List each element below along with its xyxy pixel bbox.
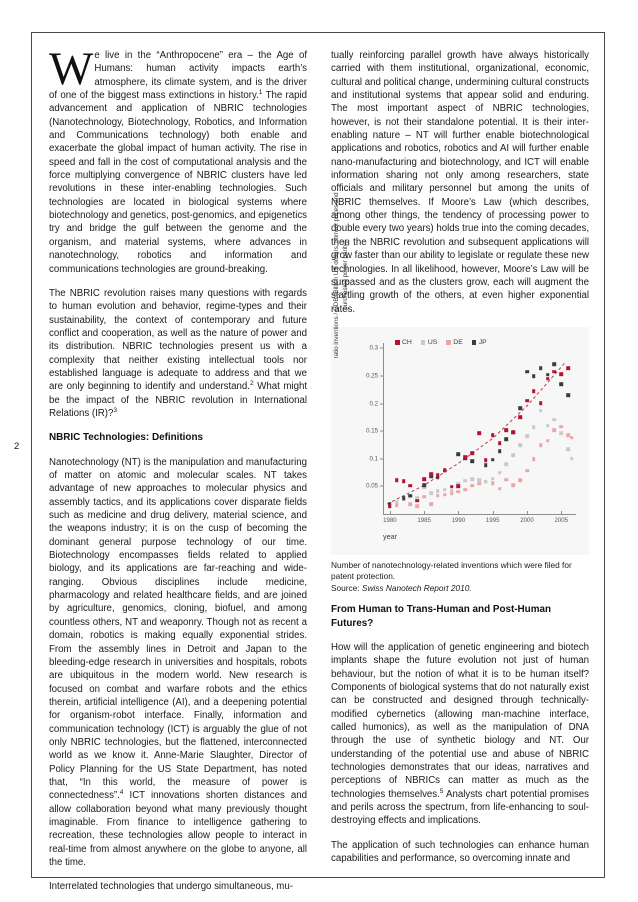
chart-data-point — [525, 370, 529, 374]
figure-source-title: Swiss Nanotech Report 2010. — [361, 582, 472, 593]
chart-data-point — [463, 479, 467, 483]
chart-data-point — [553, 418, 557, 422]
chart-data-point — [518, 406, 522, 410]
chart-data-point — [436, 489, 440, 493]
chart-data-point — [532, 457, 536, 461]
paragraph-definitions — [49, 456, 307, 870]
chart-data-point — [402, 497, 406, 501]
chart-x-tick-label: 2005 — [554, 516, 569, 524]
chart-data-point — [559, 425, 563, 429]
chart-data-point — [395, 500, 399, 504]
chart-x-tick-label: 1980 — [383, 516, 397, 524]
paragraph-nbric-questions-a: The NBRIC revolution raises many questions with regards to human evolution and behavior, regime-types and their sustainability, the context of contemporary and future conflict and cooperation, as well as the nature of power and its distribution. NBRIC technologies present us with a complexity that neither existing intellectual tools nor established language is adequate to address and that we are only beginning to identify and understand. — [49, 287, 307, 393]
chart-data-point — [443, 493, 447, 497]
chart-x-tick-mark — [527, 511, 528, 514]
paragraph-intro-tail: The rapid advancement and application of NBRIC technologies (Nanotechnology, Biotechnology, Robotics, and Information and Communications technology) both enable and exacerbate the global impact of human activity. The rise in speed and fall in the cost of computational analysis and the force multiplying convergence of NBRIC clusters have led revolutions in these inter-enabling technologies. Such technologies are located in biological systems where biotechnology and genetics, post-genomics, and epigenetics try and bridge the gulf between the genome and the organism, and material systems, where advances in nanotechnology, robotics and information and communications technologies are ground-breaking. — [49, 90, 307, 275]
chart-data-point — [525, 399, 529, 403]
chart-data-point — [553, 363, 557, 367]
chart-plot-area — [383, 343, 575, 514]
chart-data-point — [436, 473, 440, 477]
paragraph-transhuman-b: Analysts chart potential promises and perils across the spectrum, from life-enhancing to soul-destroying effects and implications. — [331, 788, 589, 827]
chart-data-point — [498, 449, 502, 453]
chart-data-point — [457, 490, 461, 494]
chart-data-point — [470, 484, 474, 488]
chart-data-point — [443, 488, 447, 492]
chart-data-point — [505, 478, 509, 482]
chart-x-tick-label: 1990 — [451, 516, 466, 524]
chart-data-point — [539, 443, 543, 447]
chart-data-point — [436, 494, 440, 498]
chart-data-point — [491, 433, 495, 437]
chart-data-point — [518, 478, 522, 482]
chart-data-point — [409, 494, 413, 498]
chart-data-point — [415, 504, 419, 508]
footnote-ref-4[interactable]: 4 — [119, 789, 124, 797]
chart-x-tick-mark — [390, 511, 391, 514]
chart-data-point — [491, 481, 495, 485]
chart-data-point — [477, 432, 481, 436]
paragraph-parallel-growth: tually reinforcing parallel growth have always historically carried with them institutional, organizational, economic, cultural and political change, undermining cultural constructs and institutional systems that appear solid and enduring. The most important aspect of NBRIC technologies, however, is not their standalone potential. It is their inter-enabling nature – NT will further enable biotechnological applications and robotics, robotics and AI will further enable nano-manufacturing and biotechnology, and ICT will enable information sharing not only among researchers, state officials and military personnel but among the units of NBRIC themselves. If Moore’s Law (which describes, among other things, the tendency of processing power to double every two years) holds true into the coming decades, then the NBRIC revolution and subsequent applications will grow faster than our ability to legislate or regulate these new technologies. In all likelihood, however, Moore’s Law will be surpassed and as the clusters grow, each will augment the startling growth of the others, at even higher exponential rates. — [331, 50, 589, 315]
chart-data-point — [409, 484, 413, 488]
chart-y-tick-label: 0.2 — [369, 400, 378, 408]
footnote-ref-5[interactable]: 5 — [439, 787, 444, 795]
chart-data-point — [553, 370, 557, 374]
chart-data-point — [484, 459, 488, 463]
footnote-ref-1[interactable]: 1 — [258, 88, 263, 96]
chart-data-point — [505, 428, 509, 432]
chart-data-point — [477, 478, 481, 482]
chart-y-tick-label: 0.3 — [369, 344, 378, 352]
chart-x-tick-label: 1995 — [485, 516, 500, 524]
chart-y-axis-label: ratio inventions / GDB (Billion US dollars, current prices and purchasing power parity) — [333, 192, 349, 359]
chart-data-point — [570, 457, 574, 461]
right-column — [331, 49, 589, 865]
chart-data-point — [429, 472, 433, 476]
footnote-ref-3[interactable]: 3 — [113, 406, 117, 414]
chart-data-point — [518, 444, 522, 448]
chart-data-point — [505, 438, 509, 442]
chart-data-point — [566, 448, 570, 452]
chart-data-point — [546, 439, 550, 443]
paragraph-intro — [49, 43, 307, 276]
chart-data-point — [498, 471, 502, 475]
chart-legend-label: CH — [402, 338, 412, 346]
chart-data-point — [532, 374, 536, 378]
chart-data-point — [525, 469, 529, 473]
chart-data-point — [532, 425, 536, 429]
chart-data-point — [539, 401, 543, 405]
chart-data-point — [546, 377, 550, 381]
chart-data-point — [484, 464, 488, 468]
chart-x-tick-label: 2000 — [520, 516, 534, 524]
chart-data-point — [498, 441, 502, 445]
paragraph-nbric-questions — [49, 287, 307, 420]
chart-data-point — [559, 382, 563, 386]
chart-y-tick-label: 0.05 — [366, 482, 378, 490]
chart-data-point — [491, 477, 495, 481]
figure-caption — [331, 560, 589, 594]
chart-data-point — [395, 478, 399, 482]
paragraph-intro-text: e live in the “Anthropocene” era – the Age of Humans: human activity impacts earth’s atmosphere, its climate system, and is the driver of one of the biggest mass extinctions in history. — [49, 50, 307, 102]
section-heading-futures: From Human to Trans-Human and Post-Human Futures? — [331, 604, 552, 629]
chart-data-point — [457, 453, 461, 457]
chart-data-point — [402, 480, 406, 484]
chart-data-point — [470, 459, 474, 463]
paragraph-interrelated: Interrelated technologies that undergo simultaneous, mu- — [49, 881, 293, 893]
chart-data-point — [525, 434, 529, 438]
chart-data-point — [559, 373, 563, 377]
chart-data-point — [470, 477, 474, 481]
chart-data-point — [532, 390, 536, 394]
paragraph-enhancement: The application of such technologies can enhance human capabilities and performance, so overcoming innate and — [331, 839, 589, 865]
chart-y-tick-label: 0.25 — [366, 372, 378, 380]
chart-x-tick-mark — [424, 511, 425, 514]
chart-legend-label: DE — [453, 338, 463, 346]
chart-legend-label: JP — [478, 338, 487, 346]
two-column-layout — [32, 33, 606, 893]
chart-y-tick-label: 0.15 — [366, 427, 378, 435]
chart-data-point — [553, 428, 557, 432]
chart-data-point — [470, 451, 474, 455]
chart-data-point — [511, 483, 515, 487]
chart-y-tick-label: 0.1 — [369, 455, 378, 463]
chart-data-point — [429, 492, 433, 496]
chart-trendline — [383, 343, 575, 514]
chart-data-point — [395, 503, 399, 507]
document-page — [31, 32, 605, 893]
chart-data-point — [463, 455, 467, 459]
chart-x-tick-mark — [561, 511, 562, 514]
chart-data-point — [484, 480, 488, 484]
figure-nanotech-patents — [331, 192, 589, 594]
chart-data-point — [415, 499, 419, 503]
left-column — [49, 43, 307, 894]
chart-data-point — [429, 502, 433, 506]
footnote-ref-2[interactable]: 2 — [249, 380, 254, 388]
figure-source-prefix: Source: — [331, 582, 362, 593]
paragraph-definitions-a: Nanotechnology (NT) is the manipulation and manufacturing of matter on atomic and molecular scales. NT takes advantage of new approaches to molecular physics and assembly tactics, and its applications cover disparate fields such as medicine and drug delivery, material science, and the weapons industry; it is on the cusp of becoming the dominant general purpose technology of our time. Biotechnology encompasses fields related to applied biology, and its applications are far-reaching and wide-ranging. Obvious disciplines include medicine, pharmacology and related healthcare fields, and are joined by agriculture, genomics, cloning, biofuel, and among countless others, NT and weaponry. Though not as recent a domain, robotics is making equally exponential strides. From the assembly lines in Detroit and Japan to the bleeding-edge research in universities and hospitals, robots are ubiquitous in the modern world. New research is focused on combat and warfare robots and the ethics therein, artificial intelligence (AI), and a deepening potential for organism-robot interface. Finally, information and communication technology (ICT) is arguably the glue of not only NBRIC technologies, but the flattened, interconnected world as we know it. Anne-Marie Slaughter, Director of Policy Planning for the US State Department, has noted that, “In this world, the measure of power is connectedness”. — [49, 456, 307, 802]
chart-x-tick-label: 1985 — [417, 516, 431, 524]
chart-data-point — [450, 485, 454, 489]
paragraph-transhuman — [331, 641, 589, 828]
chart-x-axis-line — [383, 514, 576, 515]
chart-data-point — [463, 488, 467, 492]
chart-data-point — [539, 409, 543, 413]
chart-data-point — [422, 483, 426, 487]
paragraph-nbric-questions-b: What might be the impact of the NBRIC revolution in International Relations (IR)? — [49, 381, 307, 419]
page-number: 2 — [14, 441, 20, 452]
chart-data-point — [491, 458, 495, 462]
paragraph-definitions-b: ICT innovations shorten distances and allow collaboration beyond what many previously thought imaginable. From finance to intelligence gathering to recreation, these technologies allow people to interact in real-time from almost anywhere on the globe to anyone, all the time. — [49, 790, 307, 868]
drop-cap: W — [49, 43, 94, 95]
chart-data-point — [539, 366, 543, 370]
chart-data-point — [511, 454, 515, 458]
chart-data-point — [457, 484, 461, 488]
chart-x-tick-mark — [458, 511, 459, 514]
chart-data-point — [566, 393, 570, 397]
chart-data-point — [546, 424, 550, 428]
chart-data-point — [570, 436, 574, 440]
chart-data-point — [450, 489, 454, 493]
chart-data-point — [511, 430, 515, 434]
chart-data-point — [498, 487, 502, 491]
chart-data-point — [409, 502, 413, 506]
chart-data-point — [477, 482, 481, 486]
paragraph-transhuman-a: How will the application of genetic engineering and biotech implants shape the future evolution not just of human behaviour, but the notion of what it is to be human itself? Components of biological systems that do not naturally exist can be constructed and designed through technically-modified cybernetics (allowing man-machine interface, called humonics), as well as the manipulation of DNA through the use of synthetic biology and NT. Our understanding of the potential use and abuse of NBRIC technologies demonstrates that our ideas, narratives and perceptions of NBRICs can matter as much as the technologies themselves. — [331, 641, 589, 800]
chart-data-point — [518, 416, 522, 420]
section-heading-definitions: NBRIC Technologies: Definitions — [49, 432, 203, 444]
chart-data-point — [566, 366, 570, 370]
chart-data-point — [559, 432, 563, 436]
chart-legend-label: US — [427, 338, 438, 346]
chart-x-tick-mark — [493, 511, 494, 514]
scatter-chart — [331, 192, 589, 555]
chart-data-point — [422, 477, 426, 481]
chart-data-point — [505, 462, 509, 466]
chart-data-point — [422, 495, 426, 499]
figure-caption-text: Number of nanotechnology-related inventions which were filed for patent protection. — [331, 559, 572, 582]
chart-data-point — [443, 469, 447, 473]
chart-x-axis-label: year — [383, 531, 397, 541]
chart-data-point — [388, 504, 392, 508]
